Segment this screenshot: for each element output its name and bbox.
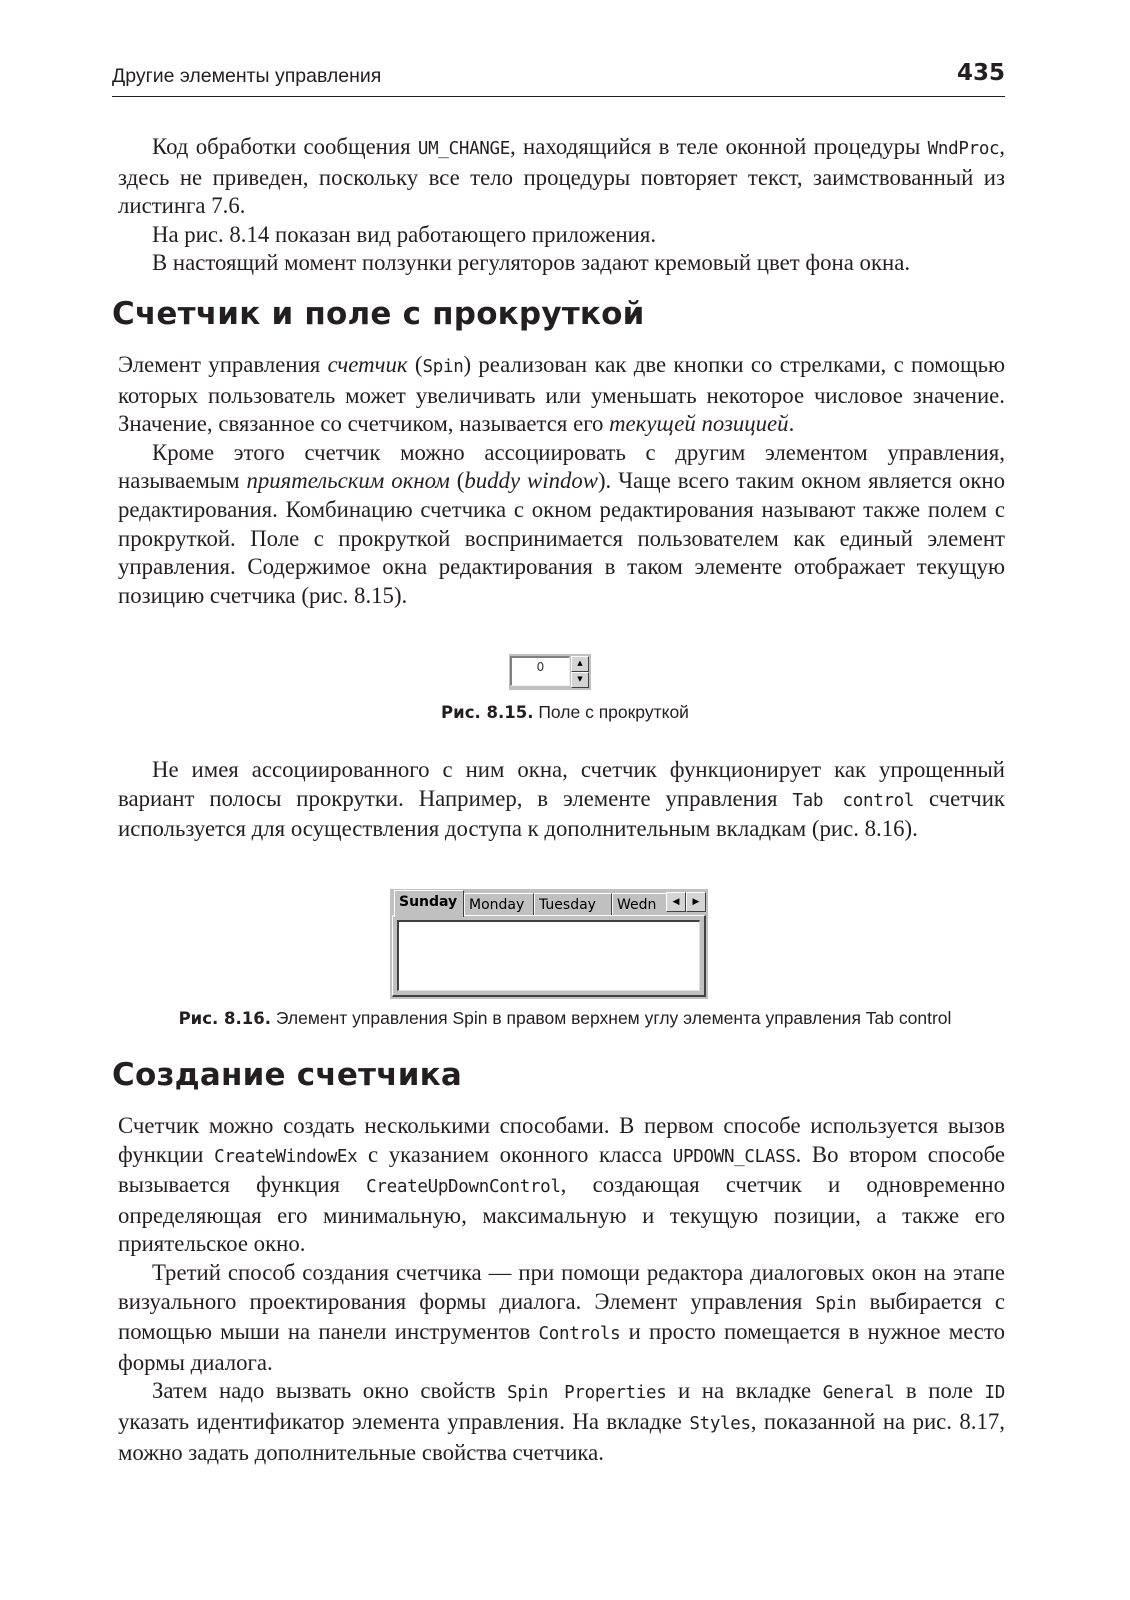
running-title: Другие элементы управления <box>112 65 382 87</box>
code-term: Styles <box>689 1413 751 1434</box>
code-term: Controls <box>538 1324 621 1345</box>
italic-term: buddy window <box>464 468 598 494</box>
code-term: Tab control <box>792 790 915 811</box>
arrow-down-icon: ▼ <box>577 675 583 683</box>
tab-tuesday[interactable]: Tuesday <box>534 893 612 915</box>
spin-down-button[interactable] <box>571 672 589 688</box>
tab-scroll-right-button[interactable] <box>686 892 706 912</box>
figure-caption <box>0 1008 1130 1029</box>
arrow-up-icon: ▲ <box>577 659 583 667</box>
paragraph: Затем надо вызвать окно свойств Spin Properties и на вкладке General в поле ID указать идентификатор элемента управления. На вкладке Styles, показанной на рис. 8.17, можно задать дополнительные свойства счетчика. <box>118 1378 1006 1465</box>
paragraph: В настоящий момент ползунки регуляторов задают кремовый цвет фона окна. <box>152 250 911 276</box>
code-term: Spin <box>422 357 464 377</box>
code-term: Spin Properties <box>507 1383 667 1404</box>
tab-scroll-left-button[interactable] <box>666 892 686 912</box>
tab-wednesday[interactable]: Wedn <box>612 893 666 915</box>
paragraph: Кроме этого счетчик можно ассоциировать с другим элементом управления, называемым приятельским окном (buddy window). Чаще всего таким окном является окно редактирования. Комбинацию счетчика с окном редактирования называют также полем с прокруткой. Поле с прокруткой воспринимается пользователем как единый элемент управления. Содержимое окна редактирования в таком элементе отображает текущую позицию счетчика (рис. 8.15). <box>118 439 1005 608</box>
section-heading: Счетчик и поле с прокруткой <box>112 296 645 332</box>
tab-page-content <box>397 920 700 991</box>
code-term: UM_CHANGE <box>417 139 511 159</box>
section-text <box>118 351 1005 610</box>
section-text <box>118 756 1005 844</box>
paragraph: Третий способ создания счетчика — при помощи редактора диалоговых окон на этапе визуального проектирования формы диалога. Элемент управления Spin выбирается с помощью мыши на панели инструментов Controls и просто помещается в нужное место формы диалога. <box>118 1259 1005 1375</box>
italic-term: текущей позицией <box>609 411 789 437</box>
spin-with-buddy-figure <box>509 654 591 690</box>
italic-term: приятельским окном <box>246 468 450 494</box>
tab-sunday[interactable]: Sunday <box>394 890 464 917</box>
section-text <box>118 1112 1005 1467</box>
code-term: CreateUpDownControl <box>366 1177 561 1198</box>
code-term: Spin <box>815 1293 857 1314</box>
tab-control-figure <box>390 889 708 999</box>
intro-text <box>118 133 1005 278</box>
spin-up-button[interactable] <box>571 656 589 672</box>
paragraph: Код обработки сообщения UM_CHANGE, находящийся в теле оконной процедуры WndProc, здесь не приведен, поскольку все тело процедуры повторяет текст, заимствованный из листинга 7.6. <box>118 134 1005 219</box>
caption-label: Рис. 8.15. <box>441 703 534 722</box>
code-term: UPDOWN_CLASS <box>672 1146 796 1167</box>
caption-label: Рис. 8.16. <box>178 1009 272 1028</box>
figure-caption <box>0 702 1130 723</box>
paragraph: На рис. 8.14 показан вид работающего приложения. <box>152 221 657 247</box>
arrow-left-icon: ◀ <box>672 897 680 907</box>
code-term: CreateWindowEx <box>214 1146 358 1167</box>
code-term: WndProc <box>927 139 1000 159</box>
spin-buttons <box>571 656 589 688</box>
italic-term: счетчик <box>327 352 408 377</box>
running-header <box>112 60 1005 97</box>
code-term: ID <box>984 1383 1006 1404</box>
tab-page <box>392 915 706 997</box>
paragraph: Элемент управления счетчик (Spin) реализован как две кнопки со стрелками, с помощью которых пользователь может увеличивать или уменьшать некоторое числовое значение. Значение, связанное со счетчиком, называется его текущей позицией. <box>118 352 1005 437</box>
paragraph: Счетчик можно создать несколькими способами. В первом способе используется вызов функции CreateWindowEx с указанием оконного класса UPDOWN_CLASS. Во втором способе вызывается функция CreateUpDownControl, создающая счетчик и одновременно определяющая его минимальную, максимальную и текущую позиции, а также его приятельское окно. <box>118 1113 1005 1257</box>
code-term: General <box>822 1383 895 1404</box>
caption-text: Поле с прокруткой <box>533 702 689 722</box>
page-number: 435 <box>956 60 1005 86</box>
arrow-right-icon: ▶ <box>692 897 700 907</box>
caption-text: Элемент управления Spin в правом верхнем углу элемента управления Tab control <box>271 1008 952 1028</box>
tab-monday[interactable]: Monday <box>464 893 534 915</box>
paragraph: Не имея ассоциированного с ним окна, счетчик функционирует как упрощенный вариант полосы прокрутки. Например, в элементе управления Tab control счетчик используется для осуществления доступа к дополнительным вкладкам (рис. 8.16). <box>118 757 1005 842</box>
buddy-edit-field[interactable]: 0 <box>510 656 570 686</box>
section-heading: Создание счетчика <box>112 1057 462 1093</box>
